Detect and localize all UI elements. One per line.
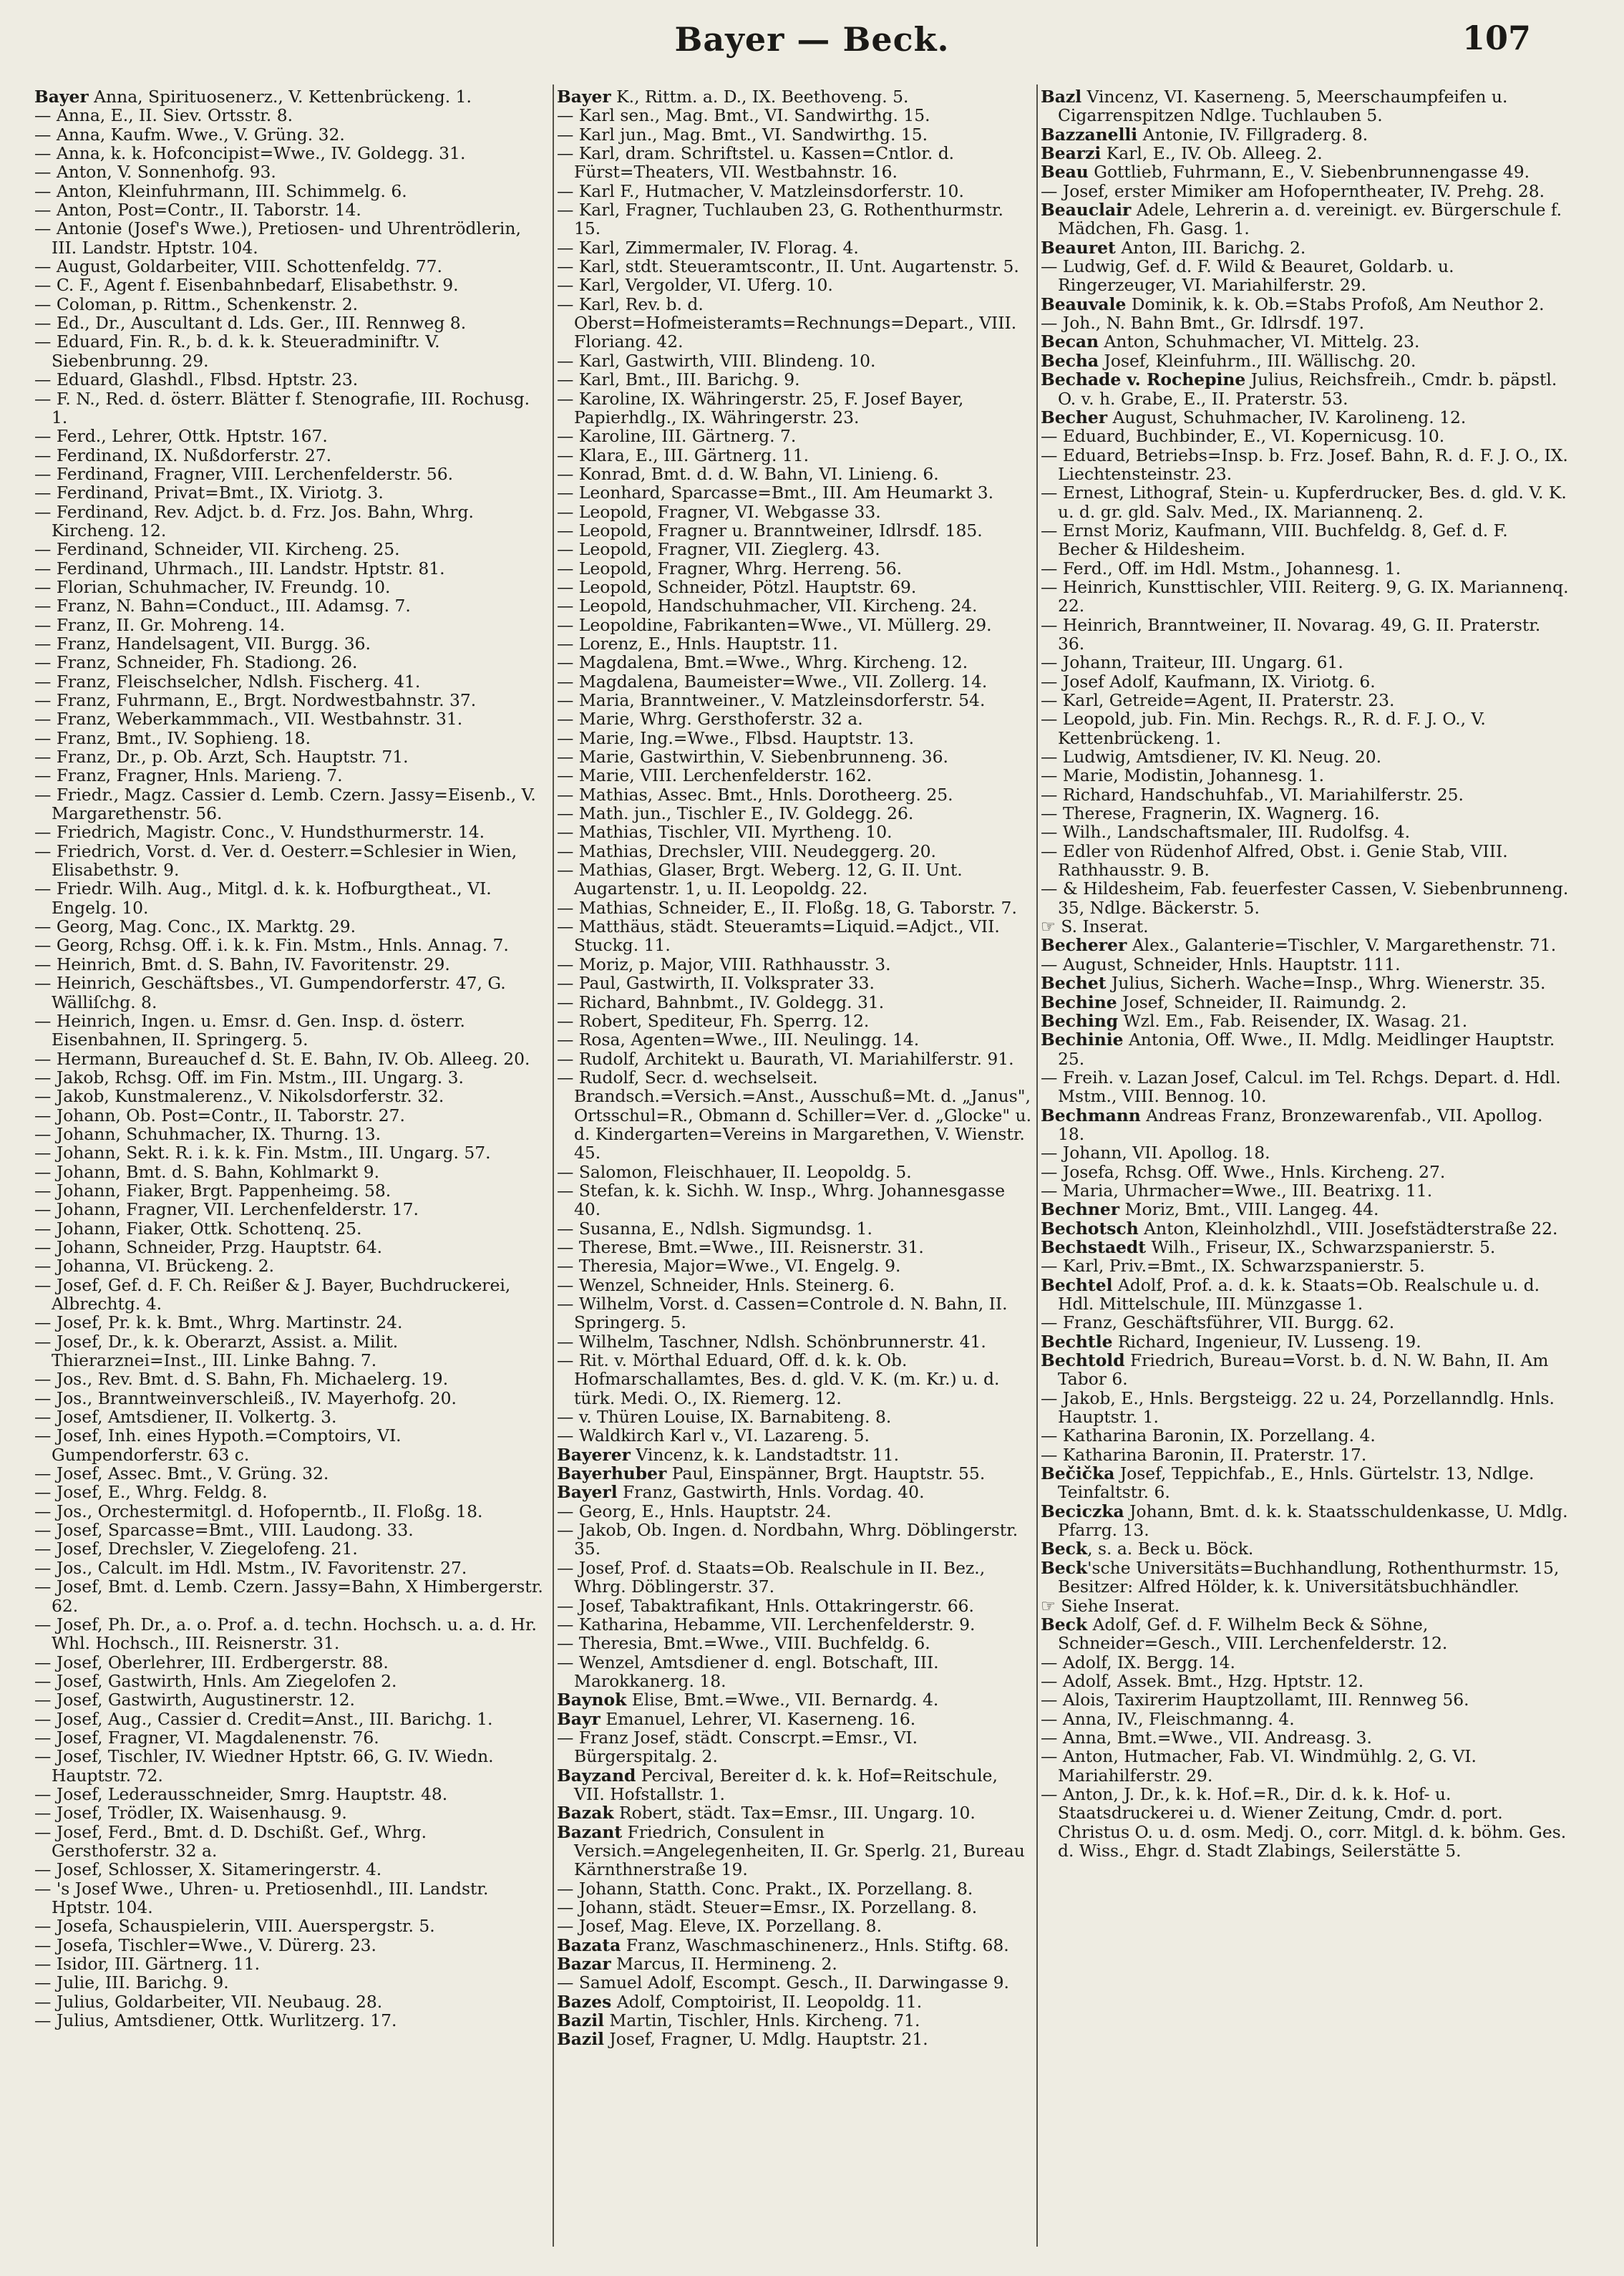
directory-entry: — Mathias, Glaser, Brgt. Weberg. 12, G. II. Unt. Augartenstr. 1, u. II. Leopoldg. 22. (557, 860, 963, 899)
directory-entry: Beauvale Dominik, k. k. Ob.=Stabs Profoß, Am Neuthor 2. (1041, 294, 1545, 314)
entry-surname: Bechotsch (1041, 1218, 1139, 1239)
directory-entry: — Jakob, Ob. Ingen. d. Nordbahn, Whrg. Döblingerstr. 35. (557, 1520, 1018, 1559)
directory-entry: — Leopold, Handschuhmacher, VII. Kircheng. 24. (557, 596, 978, 616)
directory-entry: — Wilhelm, Taschner, Ndlsh. Schönbrunnerstr. 41. (557, 1331, 986, 1352)
directory-entry: — Karl, Rev. b. d. Oberst=Hofmeisteramts=Rechnungs=Depart., VIII. Floriang. 42. (557, 294, 1017, 352)
entry-surname: Beck (1041, 1614, 1088, 1635)
directory-entry: — Ferdinand, Rev. Adjct. b. d. Frz. Jos. Bahn, Whrg. Kircheng. 12. (34, 501, 474, 541)
directory-entry: — Robert, Spediteur, Fh. Sperrg. 12. (557, 1010, 870, 1031)
directory-entry: — Karl F., Hutmacher, V. Matzleinsdorferstr. 10. (557, 180, 964, 201)
directory-entry: — Marie, Ing.=Wwe., Flbsd. Hauptstr. 13. (557, 727, 915, 748)
directory-entry: — Rudolf, Secr. d. wechselseit. Brandsch.=Versich.=Anst., Ausschuß=Mt. d. „Janus", Ortsschul=R., Obmann d. Schiller=Ver. d. „Glocke" u. d. Kindergarten=Vereins in Margarethen, V. Wienstr. 45. (557, 1067, 1032, 1163)
directory-entry: — Heinrich, Kunsttischler, VIII. Reiterg. 9, G. IX. Mariannenq. 22. (1041, 576, 1569, 616)
directory-entry: — Stefan, k. k. Sichh. W. Insp., Whrg. Johannesgasse 40. (557, 1180, 1006, 1220)
directory-entry: — Georg, Mag. Conc., IX. Marktg. 29. (34, 916, 356, 937)
directory-entry: — Johann, Fragner, VII. Lerchenfelderstr. 17. (34, 1199, 419, 1220)
directory-entry: — Franz, N. Bahn=Conduct., III. Adamsg. 7. (34, 596, 411, 616)
directory-entry: — Ferdinand, Uhrmach., III. Landstr. Hptstr. 81. (34, 558, 445, 578)
directory-entry: — Adolf, Assek. Bmt., Hzg. Hptstr. 12. (1041, 1670, 1364, 1691)
directory-entry: Becha Josef, Kleinfuhrm., III. Wällischg. 20. (1041, 350, 1416, 371)
directory-entry: ☞ Siehe Inserat. (1041, 1595, 1180, 1616)
page-header-title: Bayer — Beck. (674, 20, 950, 59)
directory-entry: — Josef, Gastwirth, Augustinerstr. 12. (34, 1690, 355, 1710)
directory-entry: — Maria, Uhrmacher=Wwe., III. Beatrixg. 11. (1041, 1180, 1433, 1201)
directory-columns (34, 87, 1595, 2257)
directory-entry: — Heinrich, Geschäftsbes., VI. Gumpendorferstr. 47, G. Wälliſchg. 8. (34, 973, 506, 1012)
directory-entry: — Jos., Rev. Bmt. d. S. Bahn, Fh. Michaelerg. 19. (34, 1369, 449, 1390)
directory-entry: Bayerer Vincenz, k. k. Landstadtstr. 11. (557, 1444, 900, 1465)
directory-entry: — Rit. v. Mörthal Eduard, Off. d. k. k. Ob. Hofmarschallamtes, Bes. d. gld. V. K. (m. Kr.) u. d. türk. Medi. O., IX. Riemerg. 12. (557, 1350, 1000, 1408)
directory-entry: — Klara, E., III. Gärtnerg. 11. (557, 445, 809, 465)
directory-entry: Bazzanelli Antonie, IV. Fillgraderg. 8. (1041, 124, 1368, 145)
directory-entry: Beck Adolf, Gef. d. F. Wilhelm Beck & Söhne, Schneider=Gesch., VIII. Lerchenfelderstr. 12. (1041, 1614, 1448, 1654)
directory-entry: — Leopold, Schneider, Pötzl. Hauptstr. 69. (557, 576, 917, 597)
directory-entry: — Eduard, Buchbinder, E., VI. Kopernicusg. 10. (1041, 426, 1445, 447)
directory-entry: ☞ S. Inserat. (1041, 916, 1149, 937)
directory-entry: Beau Gottlieb, Fuhrmann, E., V. Siebenbrunnengasse 49. (1041, 162, 1530, 183)
directory-entry: — Julius, Amtsdiener, Ottk. Wurlitzerg. 17. (34, 2010, 397, 2031)
directory-entry: — Ernest, Lithograf, Stein- u. Kupferdrucker, Bes. d. gld. V. K. u. d. gr. gld. Salv. Med., IX. Mariannenq. 2. (1041, 483, 1567, 522)
entry-surname: Bazl (1041, 87, 1082, 107)
directory-entry: — Josefa, Rchsg. Off. Wwe., Hnls. Kircheng. 27. (1041, 1161, 1446, 1182)
entry-surname: Becha (1041, 350, 1099, 371)
directory-entry: — Karl jun., Mag. Bmt., VI. Sandwirthg. 15. (557, 124, 928, 145)
directory-entry: — Johann, Traiteur, III. Ungarg. 61. (1041, 652, 1343, 673)
directory-entry: — Jos., Branntweinverschleiß., IV. Mayerhofg. 20. (34, 1388, 457, 1408)
directory-entry: Bechmann Andreas Franz, Bronzewarenfab., VII. Apollog. 18. (1041, 1105, 1543, 1144)
directory-entry: Bazak Robert, städt. Tax=Emsr., III. Ungarg. 10. (557, 1803, 976, 1824)
directory-entry: — Johann, Fiaker, Ottk. Schottenq. 25. (34, 1218, 362, 1239)
directory-entry: — Jakob, E., Hnls. Bergsteigg. 22 u. 24, Porzellanndlg. Hnls. Hauptstr. 1. (1041, 1388, 1555, 1428)
directory-entry: Bazar Marcus, II. Hermineng. 2. (557, 1954, 837, 1975)
directory-entry: — Rudolf, Architekt u. Baurath, VI. Mariahilferstr. 91. (557, 1048, 1014, 1069)
entry-surname: Bazak (557, 1803, 614, 1824)
directory-entry: — Heinrich, Branntweiner, II. Novarag. 49, G. II. Praterstr. 36. (1041, 614, 1541, 654)
directory-entry: — Heinrich, Ingen. u. Emsr. d. Gen. Insp. d. österr. Eisenbahnen, II. Springerg. 5. (34, 1010, 465, 1050)
directory-entry: — v. Thüren Louise, IX. Barnabiteng. 8. (557, 1407, 892, 1428)
directory-entry: — August, Schneider, Hnls. Hauptstr. 111. (1041, 954, 1401, 974)
directory-entry: — Josef, Trödler, IX. Waisenhausg. 9. (34, 1803, 347, 1824)
directory-entry: — Johann, Bmt. d. S. Bahn, Kohlmarkt 9. (34, 1161, 380, 1182)
entry-surname: Bazant (557, 1821, 623, 1842)
directory-entry: — Anna, k. k. Hofconcipist=Wwe., IV. Goldegg. 31. (34, 143, 466, 164)
directory-entry: — Ferd., Lehrer, Ottk. Hptstr. 167. (34, 426, 328, 447)
directory-entry: — Johann, VII. Apollog. 18. (1041, 1143, 1270, 1163)
directory-entry: — Maria, Branntweiner., V. Matzleinsdorferstr. 54. (557, 690, 986, 710)
directory-entry: — Josefa, Schauspielerin, VIII. Auerspergstr. 5. (34, 1916, 435, 1937)
directory-entry: Becher August, Schuhmacher, IV. Karolineng. 12. (1041, 407, 1467, 427)
directory-entry: Bazil Martin, Tischler, Hnls. Kircheng. 71. (557, 2010, 920, 2031)
directory-entry: — Friedr., Magz. Cassier d. Lemb. Czern. Jassy=Eisenb., V. Margarethenstr. 56. (34, 784, 536, 824)
entry-surname: Becher (1041, 407, 1108, 427)
directory-entry: — Karl sen., Mag. Bmt., VI. Sandwirthg. 15. (557, 105, 930, 126)
directory-entry: Bayr Emanuel, Lehrer, VI. Kaserneng. 16. (557, 1708, 916, 1729)
entry-surname: Bechet (1041, 973, 1107, 994)
directory-entry: — Anna, Kaufm. Wwe., V. Grüng. 32. (34, 124, 345, 145)
directory-entry: — Ferd., Off. im Hdl. Mstm., Johannesg. 1. (1041, 558, 1401, 578)
directory-entry: — F. N., Red. d. österr. Blätter f. Stenografie, III. Rochusg. 1. (34, 388, 530, 427)
entry-surname: Bayerl (557, 1482, 618, 1503)
directory-entry: — Anton, Kleinfuhrmann, III. Schimmelg. 6. (34, 180, 407, 201)
directory-entry: — Ferdinand, IX. Nußdorferstr. 27. (34, 445, 332, 465)
entry-surname: Beck (1041, 1557, 1088, 1578)
entry-surname: Becherer (1041, 935, 1127, 956)
directory-column-2 (557, 87, 1032, 2257)
directory-entry: — Joh., N. Bahn Bmt., Gr. Idlrsdf. 197. (1041, 313, 1365, 334)
directory-entry: — Anton, J. Dr., k. k. Hof.=R., Dir. d. k. k. Hof- u. Staatsdruckerei u. d. Wiener Zeitung, Cmdr. d. port. Christus O. u. d. osm. Medj. O., corr. Mitgl. d. k. böhm. Ges. d. Wiss., Ehgr. d. Stadt Zlabings, Seilerstätte 5. (1041, 1783, 1567, 1861)
directory-entry: — Ernst Moriz, Kaufmann, VIII. Buchfeldg. 8, Gef. d. F. Becher & Hildesheim. (1041, 520, 1508, 560)
directory-entry: — Josef, Gef. d. F. Ch. Reißer & J. Bayer, Buchdruckerei, Albrechtg. 4. (34, 1274, 511, 1314)
directory-entry: — Anton, V. Sonnenhofg. 93. (34, 162, 276, 183)
directory-entry: Bayerhuber Paul, Einspänner, Brgt. Hauptstr. 55. (557, 1463, 986, 1484)
directory-entry: Becan Anton, Schuhmacher, VI. Mittelg. 23. (1041, 331, 1420, 352)
directory-entry: — Johann, Statth. Conc. Prakt., IX. Porzellang. 8. (557, 1878, 973, 1899)
directory-entry: Bayerl Franz, Gastwirth, Hnls. Vordag. 40. (557, 1482, 925, 1503)
directory-entry: — Karoline, IX. Währingerstr. 25, F. Josef Bayer, Papierhdlg., IX. Währingerstr. 23. (557, 388, 964, 427)
entry-surname: Beciczka (1041, 1501, 1124, 1521)
directory-entry: — Wenzel, Amtsdiener d. engl. Botschaft, III. Marokkanerg. 18. (557, 1652, 939, 1691)
directory-entry: — Julie, III. Barichg. 9. (34, 1972, 229, 1993)
directory-entry: — Josef, Bmt. d. Lemb. Czern. Jassy=Bahn, X Himbergerstr. 62. (34, 1577, 543, 1616)
directory-entry: — Anna, E., II. Siev. Ortsstr. 8. (34, 105, 293, 126)
page-number: 107 (1462, 19, 1531, 57)
directory-entry: — Leonhard, Sparcasse=Bmt., III. Am Heumarkt 3. (557, 483, 994, 503)
entry-surname: Beck (1041, 1539, 1088, 1559)
directory-entry: — Karl, Getreide=Agent, II. Praterstr. 23. (1041, 690, 1395, 710)
entry-surname: Bayr (557, 1708, 601, 1729)
directory-column-1 (34, 87, 548, 2257)
directory-entry: — Josef, Pr. k. k. Bmt., Whrg. Martinstr. 24. (34, 1312, 403, 1333)
directory-entry: — Franz Josef, städt. Conscrpt.=Emsr., VI. Bürgerspitalg. 2. (557, 1727, 918, 1767)
directory-entry: — Susanna, E., Ndlsh. Sigmundsg. 1. (557, 1218, 872, 1239)
directory-entry: — Samuel Adolf, Escompt. Gesch., II. Darwingasse 9. (557, 1972, 1009, 1993)
directory-entry: Bazata Franz, Waschmaschinenerz., Hnls. Stiftg. 68. (557, 1934, 1009, 1955)
entry-surname: Bečička (1041, 1463, 1115, 1484)
directory-entry: — August, Goldarbeiter, VIII. Schottenfeldg. 77. (34, 256, 442, 277)
directory-entry: — Josef, Assec. Bmt., V. Grüng. 32. (34, 1463, 329, 1484)
directory-entry: — Marie, Whrg. Gersthoferstr. 32 a. (557, 709, 863, 730)
directory-entry: — Mathias, Tischler, VII. Myrtheng. 10. (557, 822, 893, 843)
directory-entry: — C. F., Agent f. Eisenbahnbedarf, Elisabethstr. 9. (34, 275, 459, 296)
directory-entry: — Josef, Inh. eines Hypoth.=Comptoirs, VI. Gumpendorferstr. 63 c. (34, 1425, 402, 1465)
directory-entry: — Franz, II. Gr. Mohreng. 14. (34, 614, 286, 635)
directory-entry: — Karl, Vergolder, VI. Uferg. 10. (557, 275, 833, 296)
directory-entry: — Leopold, Fragner u. Branntweiner, Idlrsdf. 185. (557, 520, 983, 541)
directory-entry: — Franz, Weberkammmach., VII. Westbahnstr. 31. (34, 709, 463, 730)
directory-entry: — Leopold, Fragner, VII. Zieglerg. 43. (557, 539, 880, 560)
directory-entry: — Josef, Aug., Cassier d. Credit=Anst., III. Barichg. 1. (34, 1708, 493, 1729)
directory-entry: — Friedrich, Vorst. d. Ver. d. Oesterr.=Schlesier in Wien, Elisabethstr. 9. (34, 841, 517, 881)
directory-entry: Bechtold Friedrich, Bureau=Vorst. b. d. N. W. Bahn, II. Am Tabor 6. (1041, 1350, 1549, 1390)
directory-entry: — Paul, Gastwirth, II. Volksprater 33. (557, 973, 875, 994)
directory-entry: — Salomon, Fleischhauer, II. Leopoldg. 5. (557, 1161, 912, 1182)
directory-entry: Beauclair Adele, Lehrerin a. d. vereinigt. ev. Bürgerschule f. Mädchen, Fh. Gasg. 1. (1041, 200, 1562, 239)
directory-entry: — Josef, Tabaktrafikant, Hnls. Ottakringerstr. 66. (557, 1595, 974, 1616)
directory-entry: — Josef, Drechsler, V. Ziegelofeng. 21. (34, 1539, 358, 1559)
directory-entry: — Josef Adolf, Kaufmann, IX. Viriotg. 6. (1041, 671, 1376, 692)
entry-surname: Beauret (1041, 237, 1116, 258)
entry-surname: Bechade v. Rochepine (1041, 369, 1246, 390)
entry-surname: Bazar (557, 1954, 611, 1975)
directory-entry: Bayer Anna, Spirituosenerz., V. Kettenbrückeng. 1. (34, 87, 472, 107)
directory-entry: — Julius, Goldarbeiter, VII. Neubaug. 28. (34, 1991, 383, 2012)
directory-entry: Bechine Josef, Schneider, II. Raimundg. 2. (1041, 992, 1407, 1012)
directory-entry: Bechtel Adolf, Prof. a. d. k. k. Staats=Ob. Realschule u. d. Hdl. Mittelschule, III. Münzgasse 1. (1041, 1274, 1540, 1314)
directory-entry: — Antonie (Josef's Wwe.), Pretiosen- und Uhrentrödlerin, III. Landstr. Hptstr. 104. (34, 218, 521, 258)
directory-entry: — Josef, Schlosser, X. Sitameringerstr. 4. (34, 1859, 382, 1880)
directory-entry: Bechstaedt Wilh., Friseur, IX., Schwarzspanierstr. 5. (1041, 1236, 1496, 1257)
directory-entry: — Richard, Bahnbmt., IV. Goldegg. 31. (557, 992, 885, 1012)
directory-entry: — Franz, Fleischselcher, Ndlsh. Fischerg. 41. (34, 671, 421, 692)
directory-entry: — Matthäus, städt. Steueramts=Liquid.=Adjct., VII. Stuckg. 11. (557, 916, 1000, 956)
directory-entry: — Magdalena, Bmt.=Wwe., Whrg. Kircheng. 12. (557, 652, 968, 673)
directory-entry: — Florian, Schuhmacher, IV. Freundg. 10. (34, 576, 391, 597)
directory-entry: — & Hildesheim, Fab. feuerfester Cassen, V. Siebenbrunneng. 35, Ndlge. Bäckerstr. 5. (1041, 878, 1569, 918)
directory-entry: — Josef, Fragner, VI. Magdalenenstr. 76. (34, 1727, 379, 1748)
entry-surname: Bechtel (1041, 1274, 1113, 1295)
directory-entry: — Konrad, Bmt. d. d. W. Bahn, VI. Linieng. 6. (557, 463, 939, 484)
directory-entry: — Josef, erster Mimiker am Hofoperntheater, IV. Prehg. 28. (1041, 180, 1545, 201)
directory-entry: — Georg, Rchsg. Off. i. k. k. Fin. Mstm., Hnls. Annag. 7. (34, 935, 509, 956)
directory-entry: — Anton, Post=Contr., II. Taborstr. 14. (34, 200, 361, 221)
directory-entry: — Coloman, p. Rittm., Schenkenstr. 2. (34, 294, 359, 314)
directory-entry: — Marie, Modistin, Johannesg. 1. (1041, 765, 1325, 786)
directory-entry: — Josef, Tischler, IV. Wiedner Hptstr. 66, G. IV. Wiedn. Hauptstr. 72. (34, 1746, 494, 1786)
directory-entry: — Wenzel, Schneider, Hnls. Steinerg. 6. (557, 1274, 895, 1295)
directory-entry: — Ludwig, Gef. d. F. Wild & Beauret, Goldarb. u. Ringerzeuger, VI. Mariahilferstr. 29. (1041, 256, 1454, 296)
directory-entry: — Franz, Schneider, Fh. Stadiong. 26. (34, 652, 358, 673)
directory-entry: — Johann, Schuhmacher, IX. Thurng. 13. (34, 1123, 381, 1144)
directory-entry: — Wilh., Landschaftsmaler, III. Rudolfsg. 4. (1041, 822, 1411, 843)
directory-entry: — Franz, Geschäftsführer, VII. Burgg. 62. (1041, 1312, 1395, 1333)
directory-entry: Baynok Elise, Bmt.=Wwe., VII. Bernardg. 4. (557, 1690, 939, 1710)
directory-entry: — Anna, IV., Fleischmanng. 4. (1041, 1708, 1295, 1729)
entry-surname: Bechine (1041, 992, 1117, 1012)
directory-entry: — Hermann, Bureauchef d. St. E. Bahn, IV. Ob. Alleeg. 20. (34, 1048, 530, 1069)
entry-surname: Bazes (557, 1991, 612, 2012)
directory-entry: — 's Josef Wwe., Uhren- u. Pretiosenhdl., III. Landstr. Hptstr. 104. (34, 1878, 489, 1917)
directory-entry: Bechinie Antonia, Off. Wwe., II. Mdlg. Meidlinger Hauptstr. 25. (1041, 1030, 1555, 1069)
directory-entry: — Eduard, Glashdl., Flbsd. Hptstr. 23. (34, 369, 359, 390)
directory-entry: Bechtle Richard, Ingenieur, IV. Lusseng. 19. (1041, 1331, 1421, 1352)
directory-entry: — Anna, Bmt.=Wwe., VII. Andreasg. 3. (1041, 1727, 1372, 1748)
directory-entry: Beciczka Johann, Bmt. d. k. k. Staatsschuldenkasse, U. Mdlg. Pfarrg. 13. (1041, 1501, 1568, 1541)
entry-surname: Bazzanelli (1041, 124, 1138, 145)
directory-entry: — Josef, Amtsdiener, II. Volkertg. 3. (34, 1407, 337, 1428)
directory-column-3 (1041, 87, 1569, 2257)
directory-entry: — Georg, E., Hnls. Hauptstr. 24. (557, 1501, 832, 1521)
directory-entry: — Rosa, Agenten=Wwe., III. Neulingg. 14. (557, 1030, 920, 1050)
directory-entry: — Ludwig, Amtsdiener, IV. Kl. Neug. 20. (1041, 747, 1382, 767)
directory-entry: — Eduard, Betriebs=Insp. b. Frz. Josef. Bahn, R. d. F. J. O., IX. Liechtensteinstr. 23. (1041, 445, 1568, 484)
directory-entry: — Leopold, Fragner, Whrg. Herreng. 56. (557, 558, 903, 578)
directory-entry: — Josef, Ferd., Bmt. d. D. Dschißt. Gef., Whrg. Gersthoferstr. 32 a. (34, 1821, 427, 1861)
entry-surname: Bechner (1041, 1199, 1120, 1220)
directory-entry: — Friedrich, Magistr. Conc., V. Hundsthurmerstr. 14. (34, 822, 485, 843)
directory-entry: — Mathias, Schneider, E., II. Floßg. 18, G. Taborstr. 7. (557, 897, 1017, 918)
directory-entry: Bazes Adolf, Comptoirist, II. Leopoldg. 11. (557, 1991, 923, 2012)
directory-entry: — Theresia, Major=Wwe., VI. Engelg. 9. (557, 1256, 901, 1277)
directory-entry: — Johann, Ob. Post=Contr., II. Taborstr. 27. (34, 1105, 405, 1125)
directory-entry: Bechade v. Rochepine Julius, Reichsfreih., Cmdr. b. päpstl. O. v. h. Grabe, E., II. Praterstr. 53. (1041, 369, 1557, 409)
directory-entry: — Therese, Fragnerin, IX. Wagnerg. 16. (1041, 803, 1380, 824)
directory-entry: — Alois, Taxirerim Hauptzollamt, III. Rennweg 56. (1041, 1690, 1469, 1710)
directory-entry: — Karl, Bmt., III. Barichg. 9. (557, 369, 800, 390)
directory-entry: — Karl, stdt. Steueramtscontr., II. Unt. Augartenstr. 5. (557, 256, 1019, 277)
directory-entry: — Franz, Bmt., IV. Sophieng. 18. (34, 727, 311, 748)
directory-entry: — Josef, Mag. Eleve, IX. Porzellang. 8. (557, 1916, 882, 1937)
directory-entry: — Katharina Baronin, IX. Porzellang. 4. (1041, 1425, 1376, 1446)
directory-entry: — Johann, städt. Steuer=Emsr., IX. Porzellang. 8. (557, 1897, 978, 1917)
entry-surname: Baynok (557, 1690, 627, 1710)
directory-entry: — Mathias, Drechsler, VIII. Neudeggerg. 20. (557, 841, 936, 861)
entry-surname: Bechstaedt (1041, 1236, 1147, 1257)
directory-entry: — Ed., Dr., Auscultant d. Lds. Ger., III. Rennweg 8. (34, 313, 467, 334)
directory-entry: — Freih. v. Lazan Josef, Calcul. im Tel. Rchgs. Depart. d. Hdl. Mstm., VIII. Bennog. 10. (1041, 1067, 1561, 1107)
directory-entry: — Josef, Gastwirth, Hnls. Am Ziegelofen 2. (34, 1670, 397, 1691)
directory-entry: — Jos., Orchestermitgl. d. Hofoperntb., II. Floßg. 18. (34, 1501, 483, 1521)
directory-entry: — Adolf, IX. Bergg. 14. (1041, 1652, 1235, 1672)
directory-entry: — Ferdinand, Schneider, VII. Kircheng. 25. (34, 539, 400, 560)
directory-entry: — Isidor, III. Gärtnerg. 11. (34, 1954, 261, 1975)
directory-entry: Bazant Friedrich, Consulent in Versich.=Angelegenheiten, II. Gr. Sperlg. 21, Bureau Kärnthnerstraße 19. (557, 1821, 1025, 1880)
directory-entry: — Ferdinand, Fragner, VIII. Lerchenfelderstr. 56. (34, 463, 454, 484)
directory-entry: — Karl, Fragner, Tuchlauben 23, G. Rothenthurmstr. 15. (557, 200, 1003, 239)
directory-entry: — Math. jun., Tischler E., IV. Goldegg. 26. (557, 803, 914, 824)
directory-entry: — Therese, Bmt.=Wwe., III. Reisnerstr. 31. (557, 1236, 924, 1257)
entry-surname: Beau (1041, 162, 1089, 183)
directory-entry: — Josefa, Tischler=Wwe., V. Dürerg. 23. (34, 1934, 376, 1955)
entry-surname: Bayer (557, 87, 611, 107)
directory-entry: Beching Wzl. Em., Fab. Reisender, IX. Wasag. 21. (1041, 1010, 1468, 1031)
directory-entry: — Moriz, p. Major, VIII. Rathhausstr. 3. (557, 954, 891, 974)
directory-entry: Bayzand Percival, Bereiter d. k. k. Hof=Reitschule, VII. Hofstallstr. 1. (557, 1765, 998, 1804)
entry-surname: Beauclair (1041, 200, 1132, 221)
directory-entry: — Leopoldine, Fabrikanten=Wwe., VI. Müllerg. 29. (557, 614, 992, 635)
entry-surname: Beauvale (1041, 294, 1127, 314)
directory-entry: — Friedr. Wilh. Aug., Mitgl. d. k. k. Hofburgtheat., VI. Engelg. 10. (34, 878, 492, 918)
entry-surname: Bayerer (557, 1444, 631, 1465)
directory-entry: — Josef, E., Whrg. Feldg. 8. (34, 1482, 268, 1503)
directory-entry: — Lorenz, E., Hnls. Hauptstr. 11. (557, 633, 838, 654)
entry-surname: Bearzi (1041, 143, 1102, 164)
directory-entry: Becherer Alex., Galanterie=Tischler, V. Margarethenstr. 71. (1041, 935, 1557, 956)
directory-entry: — Katharina Baronin, II. Praterstr. 17. (1041, 1444, 1367, 1465)
directory-entry: Bechet Julius, Sicherh. Wache=Insp., Whrg. Wienerstr. 35. (1041, 973, 1546, 994)
directory-entry: Bečička Josef, Teppichfab., E., Hnls. Gürtelstr. 13, Ndlge. Teinfaltstr. 6. (1041, 1463, 1535, 1503)
directory-entry: — Johann, Schneider, Przg. Hauptstr. 64. (34, 1236, 383, 1257)
directory-entry: — Katharina, Hebamme, VII. Lerchenfelderstr. 9. (557, 1614, 976, 1635)
directory-entry: — Jos., Calcult. im Hdl. Mstm., IV. Favoritenstr. 27. (34, 1557, 467, 1578)
directory-entry: — Karl, dram. Schriftstel. u. Kassen=Cntlor. d. Fürst=Theaters, VII. Westbahnstr. 16. (557, 143, 955, 183)
directory-entry: — Marie, VIII. Lerchenfelderstr. 162. (557, 765, 872, 786)
directory-entry: — Mathias, Assec. Bmt., Hnls. Dorotheerg. 25. (557, 784, 953, 805)
directory-entry: — Waldkirch Karl v., VI. Lazareng. 5. (557, 1425, 870, 1446)
directory-entry: Beauret Anton, III. Barichg. 2. (1041, 237, 1306, 258)
directory-entry: — Eduard, Fin. R., b. d. k. k. Steueradminiftr. V. Siebenbrunng. 29. (34, 331, 440, 371)
directory-entry: — Karl, Gastwirth, VIII. Blindeng. 10. (557, 350, 876, 371)
directory-entry: — Theresia, Bmt.=Wwe., VIII. Buchfeldg. 6. (557, 1633, 930, 1654)
entry-surname: Bayerhuber (557, 1463, 667, 1484)
directory-entry: Bechner Moriz, Bmt., VIII. Langeg. 44. (1041, 1199, 1379, 1220)
directory-entry: Beck, s. a. Beck u. Böck. (1041, 1539, 1254, 1559)
directory-entry: — Josef, Lederausschneider, Smrg. Hauptstr. 48. (34, 1783, 448, 1804)
directory-entry: — Wilhelm, Vorst. d. Cassen=Controle d. N. Bahn, II. Springerg. 5. (557, 1294, 1008, 1333)
directory-entry: — Richard, Handschuhfab., VI. Mariahilferstr. 25. (1041, 784, 1464, 805)
entry-surname: Bayer (34, 87, 89, 107)
directory-entry: Bayer K., Rittm. a. D., IX. Beethoveng. 5. (557, 87, 909, 107)
directory-entry: Bazl Vincenz, VI. Kaserneng. 5, Meerschaumpfeifen u. Cigarrenspitzen Ndlge. Tuchlauben 5. (1041, 87, 1508, 126)
directory-entry: — Josef, Oberlehrer, III. Erdbergerstr. 88. (34, 1652, 389, 1672)
directory-entry: — Edler von Rüdenhof Alfred, Obst. i. Genie Stab, VIII. Rathhausstr. 9. B. (1041, 841, 1508, 881)
directory-entry: — Franz, Dr., p. Ob. Arzt, Sch. Hauptstr. 71. (34, 747, 409, 767)
directory-entry: Bechotsch Anton, Kleinholzhdl., VIII. Josefstädterstraße 22. (1041, 1218, 1558, 1239)
directory-entry: — Josef, Dr., k. k. Oberarzt, Assist. a. Milit. Thierarznei=Inst., III. Linke Bahng. 7. (34, 1331, 399, 1371)
directory-entry: — Jakob, Rchsg. Off. im Fin. Mstm., III. Ungarg. 3. (34, 1067, 464, 1088)
entry-surname: Bechinie (1041, 1030, 1124, 1050)
directory-entry: — Johanna, VI. Brückeng. 2. (34, 1256, 275, 1277)
directory-entry: — Josef, Sparcasse=Bmt., VIII. Laudong. 33. (34, 1520, 414, 1541)
directory-entry: — Josef, Prof. d. Staats=Ob. Realschule in II. Bez., Whrg. Döblingerstr. 37. (557, 1557, 986, 1597)
entry-surname: Bayzand (557, 1765, 636, 1786)
entry-surname: Bechtle (1041, 1331, 1113, 1352)
directory-entry: — Johann, Sekt. R. i. k. k. Fin. Mstm., III. Ungarg. 57. (34, 1143, 491, 1163)
directory-entry: — Magdalena, Baumeister=Wwe., VII. Zollerg. 14. (557, 671, 988, 692)
entry-surname: Beching (1041, 1010, 1119, 1031)
entry-surname: Becan (1041, 331, 1099, 352)
directory-entry: — Ferdinand, Privat=Bmt., IX. Viriotg. 3. (34, 483, 384, 503)
entry-surname: Bazil (557, 2029, 604, 2050)
entry-surname: Bazil (557, 2010, 604, 2031)
directory-entry: Bearzi Karl, E., IV. Ob. Alleeg. 2. (1041, 143, 1323, 164)
entry-surname: Bechmann (1041, 1105, 1141, 1125)
directory-entry: Bazil Josef, Fragner, U. Mdlg. Hauptstr. 21. (557, 2029, 928, 2050)
directory-entry: — Franz, Fragner, Hnls. Marieng. 7. (34, 765, 343, 786)
directory-entry: — Leopold, Fragner, VI. Webgasse 33. (557, 501, 881, 522)
directory-entry: — Heinrich, Bmt. d. S. Bahn, IV. Favoritenstr. 29. (34, 954, 450, 974)
directory-entry: — Anton, Hutmacher, Fab. VI. Windmühlg. 2, G. VI. Mariahilferstr. 29. (1041, 1746, 1477, 1786)
directory-entry: — Franz, Handelsagent, VII. Burgg. 36. (34, 633, 371, 654)
directory-entry: — Karl, Zimmermaler, IV. Florag. 4. (557, 237, 859, 258)
entry-surname: Bazata (557, 1934, 621, 1955)
entry-surname: Bechtold (1041, 1350, 1125, 1371)
directory-entry: — Karl, Priv.=Bmt., IX. Schwarzspanierstr. 5. (1041, 1256, 1425, 1277)
directory-entry: Beck'sche Universitäts=Buchhandlung, Rothenthurmstr. 15, Besitzer: Alfred Hölder, k. k. Universitätsbuchhändler. (1041, 1557, 1560, 1597)
directory-entry: — Karoline, III. Gärtnerg. 7. (557, 426, 797, 447)
directory-entry: — Johann, Fiaker, Brgt. Pappenheimg. 58. (34, 1180, 392, 1201)
directory-entry: — Jakob, Kunstmalerenz., V. Nikolsdorferstr. 32. (34, 1086, 444, 1107)
directory-entry: — Josef, Ph. Dr., a. o. Prof. a. d. techn. Hochsch. u. a. d. Hr. Whl. Hochsch., III. Reisnerstr. 31. (34, 1614, 537, 1654)
directory-entry: — Marie, Gastwirthin, V. Siebenbrunneng. 36. (557, 747, 948, 767)
directory-entry: — Franz, Fuhrmann, E., Brgt. Nordwestbahnstr. 37. (34, 690, 477, 710)
directory-entry: — Leopold, jub. Fin. Min. Rechgs. R., R. d. F. J. O., V. Kettenbrückeng. 1. (1041, 709, 1486, 748)
